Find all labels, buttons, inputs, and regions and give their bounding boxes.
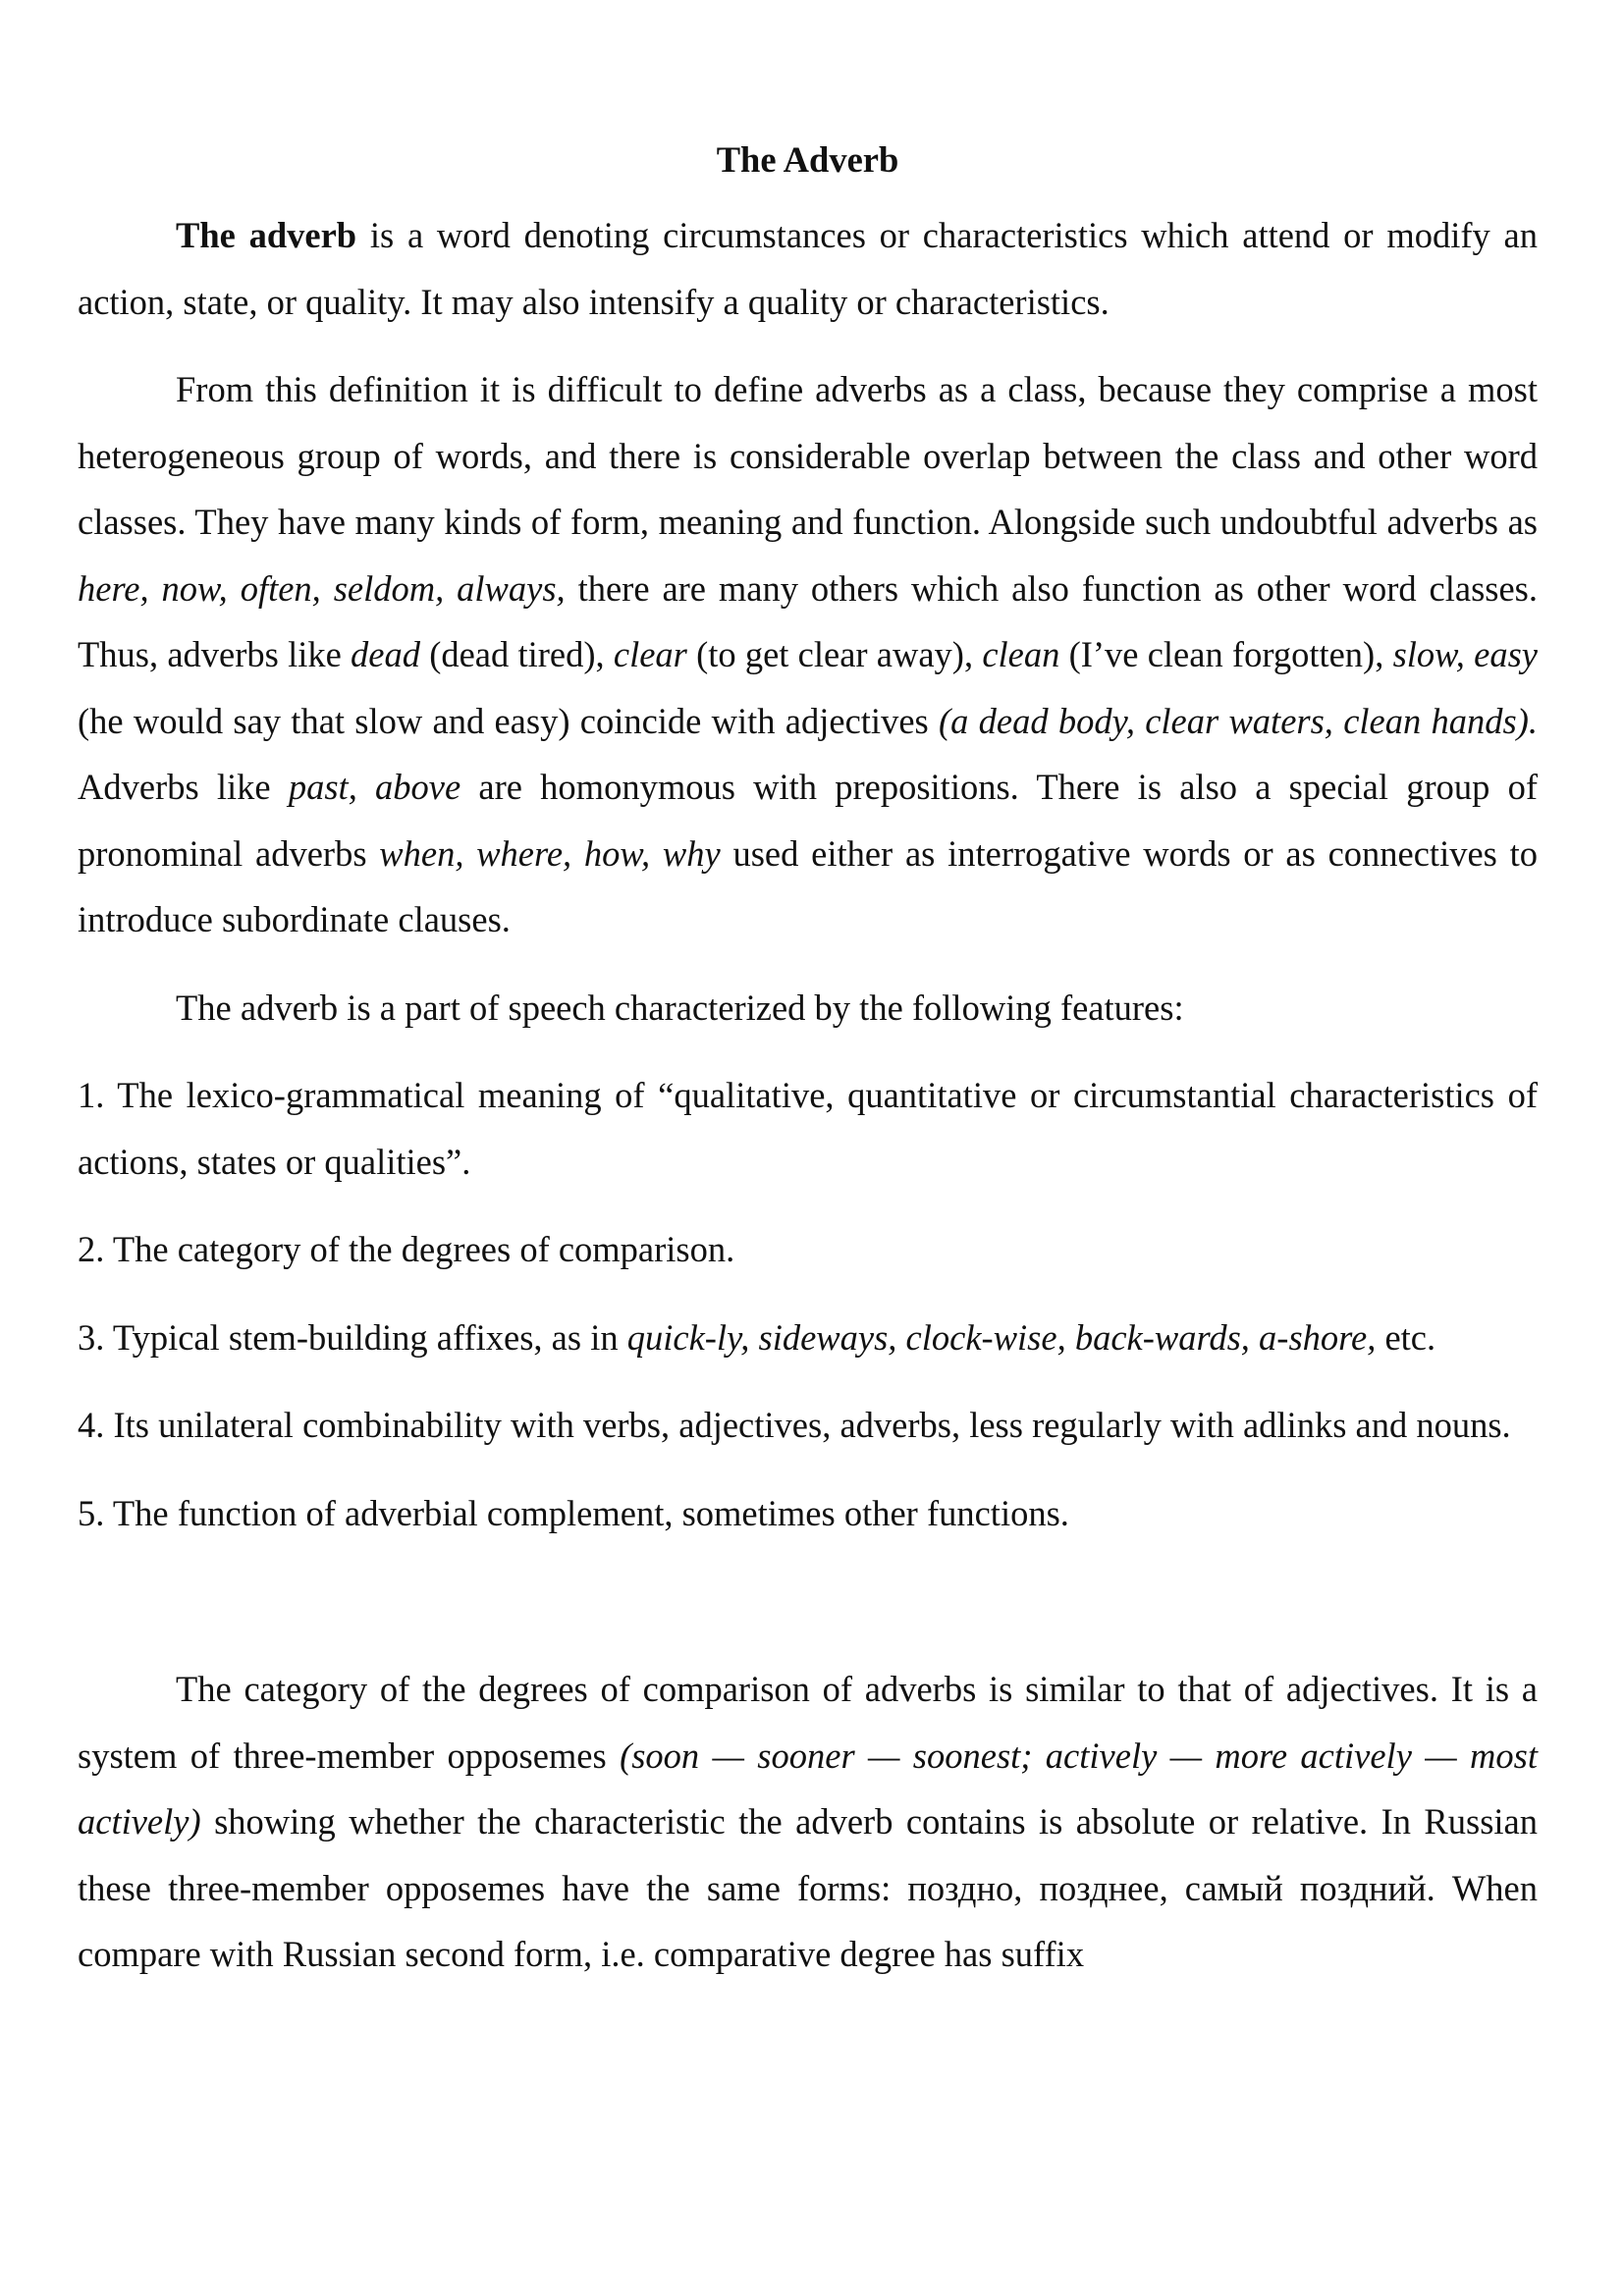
paragraph-text: Adverbs like — [78, 767, 289, 807]
paragraph-text: showing whether the characteristic the adverb contains is absolute or relative. In Russian these three-member opposemes have the same forms: поздно, позднее, самый поздний. When compare with Russian second form, i.e. comparative degree has suffix — [78, 1801, 1538, 1974]
document-title: The Adverb — [716, 139, 899, 180]
paragraph-text: (to get clear away), — [686, 634, 983, 674]
paragraph-text: (I’ve clean forgotten), — [1059, 634, 1393, 674]
feature-item-1: 1. The lexico-grammatical meaning of “qualitative, quantitative or circumstantial characteristics of actions, states or qualities”. — [78, 1075, 1538, 1182]
term-adverb: The adverb — [176, 215, 357, 255]
italic-example: slow, easy — [1392, 634, 1538, 674]
feature-text: etc. — [1376, 1316, 1436, 1358]
italic-example: past, above — [288, 767, 461, 807]
feature-text: 3. Typical stem-building affixes, as in — [78, 1316, 627, 1358]
italic-example: clear — [613, 634, 687, 674]
italic-example: (a dead body, clear waters, clean hands). — [939, 700, 1538, 741]
paragraph-degrees-comparison — [78, 1656, 1538, 1988]
paragraph-features-intro: The adverb is a part of speech characterized by the following features: — [176, 987, 1184, 1028]
italic-example: when, where, how, why — [379, 832, 721, 874]
italic-examples: (soon — sooner — soonest; actively — more actively — most actively) — [78, 1735, 1538, 1842]
document-page — [78, 137, 1538, 2009]
paragraph-definition — [78, 202, 1538, 335]
italic-example: clean — [982, 634, 1060, 674]
paragraph-text: (he would say that slow and easy) coincide with adjectives — [78, 700, 939, 741]
feature-item-3 — [78, 1305, 1538, 1371]
italic-example: dead — [351, 634, 420, 674]
paragraph-text: From this definition it is difficult to define adverbs as a class, because they comprise a most heterogeneous group of words, and there is considerable overlap between the class and other word classes. They have many kinds of form, meaning and function. Alongside such undoubtful adverbs as — [78, 369, 1538, 542]
paragraph-text: there are many others which also function as other word classes. Thus, adverbs like — [78, 567, 1539, 674]
paragraph-text: The category of the degrees of comparison of adverbs is similar to that of adjectives. It is a system of three-member opposemes — [78, 1669, 1538, 1776]
paragraph-text: are homonymous with prepositions. There is also a special group of pronominal adverbs — [78, 767, 1538, 874]
feature-item-4: 4. Its unilateral combinability with verbs, adjectives, adverbs, less regularly with adlinks and nouns. — [78, 1405, 1511, 1445]
paragraph-text: is a word denoting circumstances or characteristics which attend or modify an action, state, or quality. It may also intensify a quality or characteristics. — [78, 215, 1538, 322]
feature-item-5: 5. The function of adverbial complement, sometimes other functions. — [78, 1492, 1069, 1533]
paragraph-text: (dead tired), — [419, 634, 614, 674]
feature-item-2: 2. The category of the degrees of comparison. — [78, 1229, 735, 1269]
paragraph-text: used either as interrogative words or as connectives to introduce subordinate clauses. — [78, 832, 1538, 939]
italic-examples: here, now, often, seldom, always, — [78, 567, 566, 609]
paragraph-class-overview — [78, 356, 1538, 953]
italic-examples: quick-ly, sideways, clock-wise, back-wards, a-shore, — [626, 1316, 1377, 1358]
section-gap — [78, 1568, 1538, 1656]
